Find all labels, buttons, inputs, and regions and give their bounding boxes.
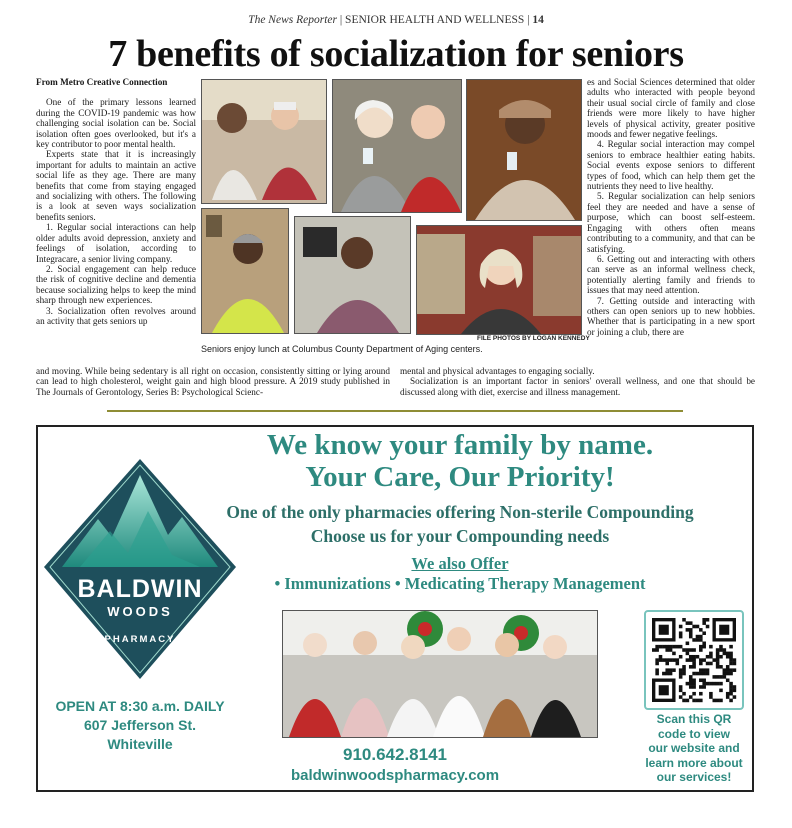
paragraph: 4. Regular social interaction may compel seniors to embrace healthier eating habits. Social events expose seniors to different types of food, which can help them get the nutrients they need to live healthy. [587,139,755,192]
article-bottom-left [36,366,390,397]
qr-line: learn more about [645,755,743,770]
article-column-4 [587,77,755,337]
photo-woman-juice [466,79,582,221]
ad-offer-items: • Immunizations • Medicating Therapy Management [274,574,646,593]
store-city: Whiteville [107,736,173,752]
photo-credit: FILE PHOTOS BY LOGAN KENNEDY [477,335,590,342]
logo-name-pharmacy: PHARMACY [104,634,176,645]
qr-line: code to view [657,726,731,741]
paragraph: and moving. While being sedentary is all right on occasion, consistently sitting or lying around can lead to high cholesterol, weight gain and high blood pressure. A 2019 study published in The Journals of Gerontology, Series B: Psychological Scienc- [36,366,390,397]
byline: From Metro Creative Connection [36,77,168,87]
website-link[interactable]: baldwinwoodspharmacy.com [290,767,500,784]
section-divider [107,410,683,412]
ad-slogan-line-1: We know your family by name. [266,429,654,461]
qr-instructions [634,712,754,785]
photo-two-seniors [201,79,327,204]
ad-slogan-line-2: Your Care, Our Priority! [305,461,615,493]
section-name: SENIOR HEALTH AND WELLNESS [345,14,525,26]
photo-woman-phone [294,216,411,334]
store-hours: OPEN AT 8:30 a.m. DAILY [55,698,225,714]
ad-offer-title: We also Offer [411,554,509,573]
ad-compounding-line: One of the only pharmacies offering Non-sterile Compounding [226,502,694,522]
logo-name-woods: WOODS [107,604,173,619]
qr-code[interactable] [644,610,744,710]
paragraph: mental and physical advantages to engaging socially. [400,366,595,376]
paragraph: 7. Getting outside and interacting with others can open seniors up to new hobbies. Whether that is participating in a new sport or joining a club, there are [587,295,755,337]
store-address: 607 Jefferson St. [83,717,197,733]
page-number: 14 [532,14,544,26]
photo-woman-library [416,225,582,335]
paragraph: Experts state that it is increasingly important for adults to maintain an active social life as they age. There are many benefits that come from staying engaged and socializing with others. The following is a look at seven ways socialization benefits seniors. [36,149,196,222]
article-headline: 7 benefits of socialization for seniors [108,33,684,75]
store-info [40,697,240,754]
photo-couple-drinks [332,79,462,213]
paragraph: 3. Socialization often revolves around an activity that gets seniors up [36,305,196,326]
paragraph: 5. Regular socialization can help seniors feel they are needed and have a sense of purpose, which can boost self-esteem. Engaging with others often means contributing to a community, and that can be satisfying. [587,191,755,254]
paragraph: 1. Regular social interactions can help older adults avoid depression, anxiety and feelings of isolation, according to Integracare, a senior living company. [36,222,196,264]
running-head: The News Reporter | SENIOR HEALTH AND WELLNESS | 14 [248,14,544,26]
paragraph: One of the primary lessons learned during the COVID-19 pandemic was how challenging social isolation can be. Social isolation often goes overlooked, but it's a key contributor to poor mental health. [36,97,196,150]
article-column-1 [36,77,196,326]
paper-name: The News Reporter [248,14,337,26]
paragraph: Socialization is an important factor in seniors' overall wellness, and one that should be discussed along with diet, exercise and illness management. [400,376,755,397]
qr-line: Scan this QR [656,712,732,726]
qr-code-pattern [646,612,742,708]
logo-name-baldwin: BALDWIN [77,575,203,603]
qr-line: our services! [656,770,732,784]
photo-caption: Seniors enjoy lunch at Columbus County Department of Aging centers. [201,344,483,354]
ad-choose-line: Choose us for your Compounding needs [310,526,610,546]
paragraph: 6. Getting out and interacting with others can serve as an informal wellness check, potentially alerting family and friends to issues that may need attention. [587,253,755,296]
article-bottom-right [400,366,755,397]
phone-number[interactable]: 910.642.8141 [343,745,447,764]
qr-line: our website and [648,741,740,755]
paragraph: es and Social Sciences determined that older adults who interacted with people beyond their usual social circle of family and close friends were more likely to have higher levels of physical activity, greater positive moods and fewer negative feelings. [587,77,755,140]
photo-woman-green [201,208,289,334]
pharmacy-staff-photo [282,610,598,738]
paragraph: 2. Social engagement can help reduce the risk of cognitive decline and dementia because socializing helps to keep the mind sharp through new experiences. [36,263,196,306]
